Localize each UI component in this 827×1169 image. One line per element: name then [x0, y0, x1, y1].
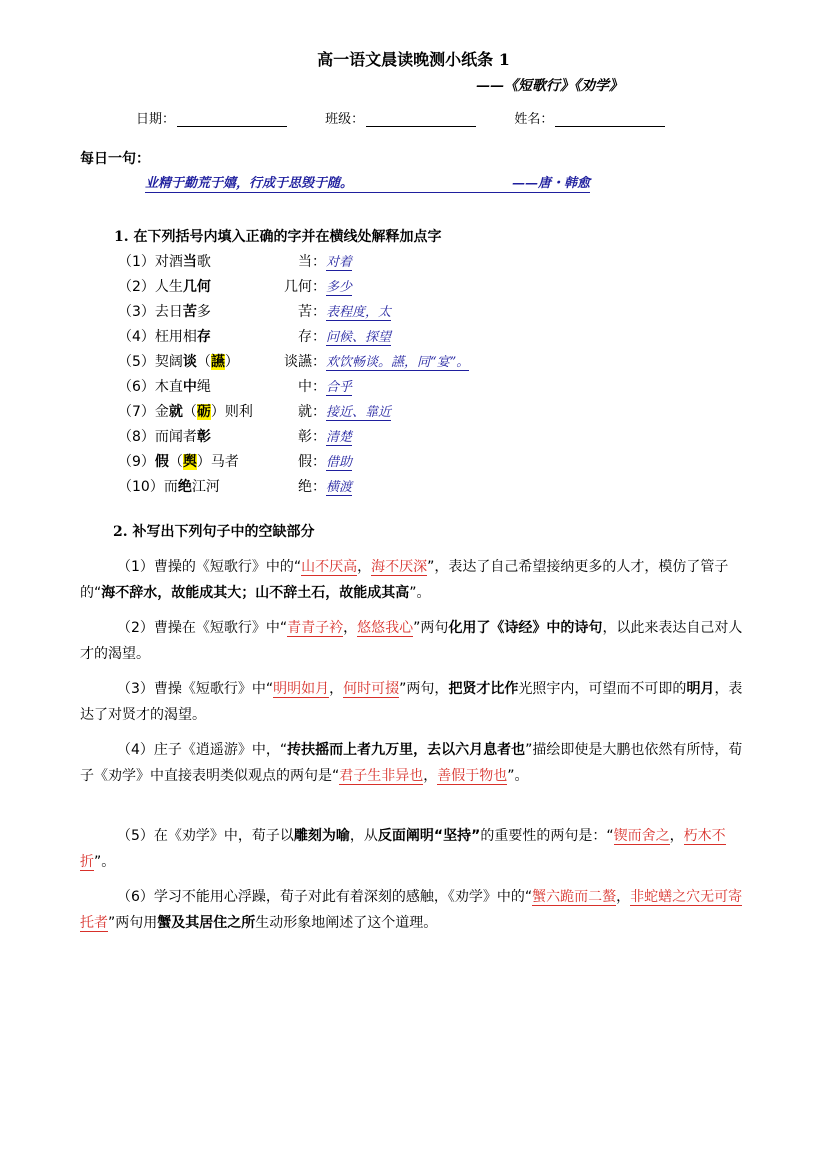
class-field[interactable]	[325, 108, 476, 127]
text: （6）学习不能用心浮躁，荀子对此有着深刻的感触，《劝学》中的“	[117, 889, 533, 905]
sentence-suffix: 绳	[196, 379, 211, 395]
dotted-char: 谈	[182, 354, 197, 370]
fill-paragraph-6	[80, 884, 750, 936]
text: ，	[423, 768, 438, 784]
sentence-prefix: （7）金	[118, 404, 169, 420]
sentence-suffix: 歌	[196, 254, 211, 270]
text: （4）庄子《逍遥游》中，“	[117, 742, 288, 758]
sentence	[118, 401, 276, 421]
dotted-char: 苦	[182, 304, 197, 320]
question-1-row	[118, 426, 352, 446]
answer-blank[interactable]: 青青子衿	[287, 620, 344, 636]
explain-key: 存：	[298, 329, 326, 345]
text: ，	[357, 559, 372, 575]
paren-open: （	[168, 454, 183, 470]
fill-paragraph-3	[80, 676, 750, 728]
paren-close: ）	[210, 404, 225, 420]
dotted-char: 就	[168, 404, 183, 420]
explain-answer[interactable]: 问候、探望	[326, 330, 392, 345]
text: （2）曹操在《短歌行》中“	[117, 620, 288, 636]
explain-answer[interactable]: 接近、靠近	[326, 405, 392, 420]
question-1-row	[118, 351, 469, 371]
bold-text: 化用了《诗经》中的诗句	[448, 620, 603, 636]
text: ”。	[507, 768, 529, 784]
text: ”。	[409, 585, 431, 601]
explain-key: 假：	[298, 454, 326, 470]
question-1-row	[118, 301, 391, 321]
sentence-suffix: 马者	[210, 454, 239, 470]
question-1-row	[118, 276, 352, 296]
class-label: 班级：	[325, 112, 365, 127]
text: （1）曹操的《短歌行》中的“	[117, 559, 302, 575]
sentence-prefix: （10）而	[118, 479, 178, 495]
dotted-char: 存	[196, 329, 211, 345]
text: ，	[343, 620, 358, 636]
text: ，	[669, 828, 684, 844]
bold-text: 抟扶摇而上者九万里，去以六月息者也	[287, 742, 526, 758]
sentence	[118, 326, 276, 346]
student-info-row	[136, 108, 699, 127]
explain-answer[interactable]: 横渡	[326, 480, 353, 495]
explain-answer[interactable]: 多少	[326, 280, 353, 295]
question-1-row	[118, 251, 352, 271]
answer-blank[interactable]: 山不厌高	[301, 559, 358, 575]
dotted-char: 中	[182, 379, 197, 395]
sentence-prefix: （3）去日	[118, 304, 183, 320]
question-1-title: 1. 在下列括号内填入正确的字并在横线处解释加点字	[114, 229, 442, 245]
page-title: 高一语文晨读晚测小纸条 1	[317, 50, 510, 69]
answer-blank[interactable]: 朽木不折	[80, 828, 726, 870]
explain-answer[interactable]: 借助	[326, 455, 353, 470]
explain-key: 几何：	[284, 279, 326, 295]
explain-key: 中：	[298, 379, 326, 395]
explain-answer[interactable]: 清楚	[326, 430, 353, 445]
explain-answer[interactable]: 欢饮畅谈。讌，同“宴”。	[326, 355, 470, 370]
bold-text: 海不辞水，故能成其大；山不辞土石，故能成其高	[101, 585, 410, 601]
answer-blank[interactable]: 何时可掇	[343, 681, 400, 697]
dotted-char: 绝	[177, 479, 192, 495]
sentence-prefix: （5）契阔	[118, 354, 183, 370]
paren-close: ）	[224, 354, 239, 370]
paren-open: （	[182, 404, 197, 420]
class-blank[interactable]	[366, 112, 476, 127]
explain-key: 当：	[298, 254, 326, 270]
text: ”两句用	[108, 915, 158, 931]
question-1-row	[118, 376, 352, 396]
text: ，	[616, 889, 631, 905]
date-label: 日期：	[136, 112, 176, 127]
answer-blank[interactable]: 君子生非异也	[339, 768, 424, 784]
page-subtitle: ——《短歌行》《劝学》	[476, 78, 623, 94]
filled-char[interactable]: 砺	[196, 404, 211, 420]
answer-blank[interactable]: 锲而舍之	[613, 828, 670, 844]
question-1-row	[118, 451, 352, 471]
sentence-prefix: （2）人生	[118, 279, 183, 295]
paren-close: ）	[196, 454, 211, 470]
name-label: 姓名：	[514, 112, 554, 127]
sentence	[118, 476, 276, 496]
bold-text: 反面阐明“坚持”	[377, 828, 481, 844]
answer-blank[interactable]: 明明如月	[273, 681, 330, 697]
text: ”，表达了自己希望接纳更多的人才，模仿了管子的“	[80, 559, 729, 601]
text: ”。	[94, 854, 116, 870]
question-1-row	[118, 401, 391, 421]
dotted-char: 几何	[182, 279, 211, 295]
explain-key: 谈讌：	[284, 354, 326, 370]
filled-char[interactable]: 讌	[210, 354, 225, 370]
fill-paragraph-5	[80, 823, 750, 875]
text: ，表达了对贤才的渴望。	[80, 681, 743, 723]
sentence-prefix: （8）而闻者	[118, 429, 197, 445]
bold-text: 雕刻为喻	[293, 828, 350, 844]
fill-paragraph-1	[80, 554, 750, 606]
sentence	[118, 451, 276, 471]
sentence	[118, 376, 276, 396]
sentence	[118, 426, 276, 446]
question-1-row	[118, 476, 352, 496]
sentence-suffix: 江河	[191, 479, 220, 495]
sentence	[118, 251, 276, 271]
sentence	[118, 276, 276, 296]
answer-blank[interactable]: 海不厌深	[371, 559, 428, 575]
answer-blank[interactable]: 非蛇蟮之穴无可寄托者	[80, 889, 743, 931]
text: 光照宇内，可望而不可即的	[518, 681, 687, 697]
sentence-suffix: 则利	[224, 404, 253, 420]
explain-key: 绝：	[298, 479, 326, 495]
bold-text: 蟹及其居住之所	[157, 915, 256, 931]
text: 生动形象地阐述了这个道理。	[255, 915, 438, 931]
explain-key: 彰：	[298, 429, 326, 445]
dotted-char: 假	[154, 454, 169, 470]
daily-quote-source: ——唐・韩愈	[511, 176, 590, 191]
question-2-title: 2. 补写出下列句子中的空缺部分	[113, 524, 315, 540]
text: 的重要性的两句是：“	[480, 828, 614, 844]
fill-paragraph-4	[80, 737, 750, 789]
name-blank[interactable]	[555, 112, 665, 127]
text: ”两句，	[399, 681, 449, 697]
answer-blank[interactable]: 蟹六跪而二螯	[532, 889, 617, 905]
daily-quote-label: 每日一句：	[80, 151, 150, 167]
name-field[interactable]	[514, 108, 665, 127]
bold-text: 把贤才比作	[448, 681, 519, 697]
paren-open: （	[196, 354, 211, 370]
date-field[interactable]	[136, 108, 287, 127]
sentence-prefix: （1）对酒	[118, 254, 183, 270]
daily-quote-text: 业精于勤荒于嬉，行成于思毁于随。	[145, 176, 354, 191]
text: ，以此来表达自己对人才的渴望。	[80, 620, 743, 662]
sentence-prefix: （6）木直	[118, 379, 183, 395]
text: （5）在《劝学》中，荀子以	[117, 828, 294, 844]
fill-paragraph-2	[80, 615, 750, 667]
filled-char[interactable]: 舆	[182, 454, 197, 470]
answer-blank[interactable]: 悠悠我心	[357, 620, 414, 636]
date-blank[interactable]	[177, 112, 287, 127]
explain-answer[interactable]: 合乎	[326, 380, 353, 395]
sentence-suffix: 多	[196, 304, 211, 320]
daily-quote	[145, 172, 590, 193]
text: ”两句	[413, 620, 449, 636]
explain-answer[interactable]: 对着	[326, 255, 353, 270]
text: ”描绘即使是大鹏也依然有所恃，荀子《劝学》中直接表明类似观点的两句是“	[80, 742, 743, 784]
bold-text: 明月	[686, 681, 715, 697]
answer-blank[interactable]: 善假于物也	[437, 768, 508, 784]
sentence-prefix: （9）	[118, 454, 155, 470]
explain-key: 苦：	[298, 304, 326, 320]
explain-answer[interactable]: 表程度，太	[326, 305, 392, 320]
text: ，	[329, 681, 344, 697]
text: ，从	[349, 828, 378, 844]
sentence	[118, 351, 276, 371]
text: （3）曹操《短歌行》中“	[117, 681, 274, 697]
dotted-char: 当	[182, 254, 197, 270]
explain-key: 就：	[298, 404, 326, 420]
sentence	[118, 301, 276, 321]
sentence-prefix: （4）枉用相	[118, 329, 197, 345]
question-1-row	[118, 326, 391, 346]
dotted-char: 彰	[196, 429, 211, 445]
